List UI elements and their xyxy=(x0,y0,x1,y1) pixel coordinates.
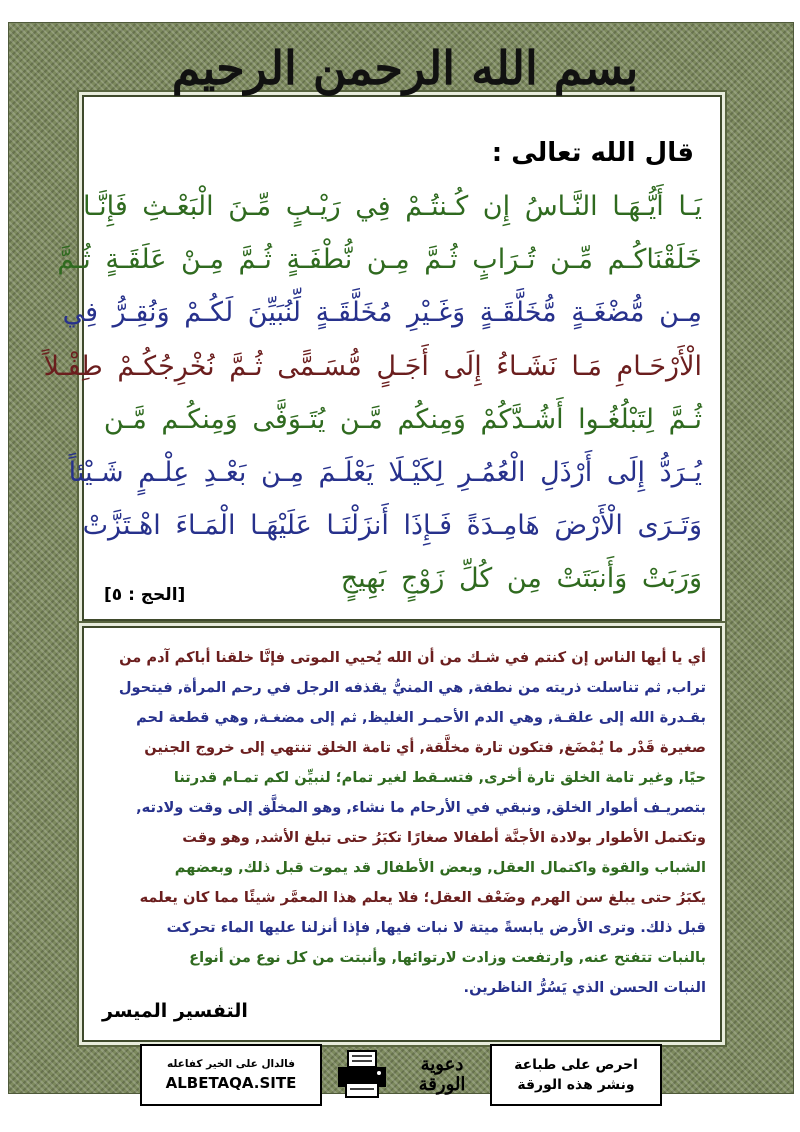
logo xyxy=(402,1044,482,1106)
tafsir-line xyxy=(96,913,706,943)
footer-slogan: فالدال على الخير كفاعله xyxy=(167,1058,295,1070)
footer-print-line2: ونشر هذه الورقة xyxy=(517,1077,635,1093)
verse-segment: ثُـمَّ لِتَبْلُغُـوا أَشُـدَّكُمْ وَمِنكُم مَّـن يُتَـوَفَّى وَمِنكُـم مَّـن xyxy=(103,403,702,435)
tafsir-line xyxy=(96,763,706,793)
printer-icon xyxy=(330,1044,394,1106)
basmala-calligraphy: بسم الله الرحمن الرحيم xyxy=(171,40,639,95)
verse-line xyxy=(82,499,702,552)
verse-segment: وَتَـرَى الْأَرْضَ هَامِـدَةً فَـإِذَا أَنزَلْنَـا عَلَيْهَـا الْمَـاءَ اهْـتَزَّتْ xyxy=(82,510,702,542)
tafsir-line xyxy=(96,643,706,673)
tafsir-line xyxy=(96,943,706,973)
tafsir-line xyxy=(96,853,706,883)
verse-line xyxy=(68,446,702,499)
verse-segment: الْأَرْحَـامِ مَـا نَشَـاءُ إِلَى أَجَـلٍ مُّسَـمًّى ثُـمَّ نُخْرِجُكُـمْ طِفْـلاً xyxy=(43,350,702,382)
tafsir-line xyxy=(96,823,706,853)
footer-print-line1: احرص على طباعة xyxy=(514,1057,638,1073)
tafsir-line xyxy=(96,973,706,1003)
tafsir-segment: قبل ذلك. وترى الأرض يابسةً ميتة لا نبات فيها, فإذا أنزلنا عليها الماء تحركت xyxy=(166,919,706,936)
tafsir-segment: بالنبات تتفتح عنه, وارتفعت وزادت لارتوائها, وأنبتت من كل نوع من أنواع xyxy=(189,949,706,966)
verse-segment: خَلَقْنَاكُـم مِّـن تُـرَابٍ ثُـمَّ مِـن نُّطْفَـةٍ ثُـمَّ مِـنْ عَلَقَـةٍ ثُـمَّ xyxy=(57,244,702,276)
verse-reference: [الحج : ٥] xyxy=(104,585,186,605)
verse-line xyxy=(62,286,702,339)
verse-segment: مِـن مُّضْغَـةٍ مُّخَلَّقَـةٍ وَغَـيْرِ مُخَلَّقَـةٍ لِّنُبَيِّنَ لَكُـمْ وَنُقِـرُّ فِي xyxy=(62,297,702,329)
verse-segment: وَرَبَتْ وَأَنبَتَتْ مِن كُلِّ زَوْجٍ بَهِيجٍ xyxy=(340,563,702,595)
tafsir-segment: يكبَرُ حتى يبلغ سن الهرم وضَعْف العقل؛ فلا يعلم هذا المعمَّر شيئًا مما كان يعلمه xyxy=(139,889,706,906)
tafsir-segment: تراب, ثم تناسلت ذريته من نطفة, هي المنيُّ يقذفه الرجل في رحم المرأة, فيتحول xyxy=(118,679,706,696)
tafsir-segment: الشباب والقوة واكتمال العقل, وبعض الأطفال قد يموت قبل ذلك, وبعضهم xyxy=(174,859,706,876)
verse-line xyxy=(57,233,702,286)
verse-line xyxy=(43,340,702,393)
verse-line xyxy=(82,180,702,233)
tafsir-source: التفسير الميسر xyxy=(102,1000,248,1022)
verse-segment: يَـا أَيُّـهَـا النَّـاسُ إِن كُـنتُـمْ فِي رَيْـبٍ مِّـنَ الْبَعْـثِ فَإِنَّـا xyxy=(82,191,702,222)
tafsir-text xyxy=(96,643,706,1003)
logo-line1: دعوية xyxy=(420,1054,464,1075)
footer-bar xyxy=(140,1044,662,1106)
verse-segment: يُـرَدُّ إِلَى أَرْذَلِ الْعُمُـرِ لِكَيْـلَا يَعْلَـمَ مِـن بَعْـدِ عِلْـمٍ شَـيْئاً xyxy=(68,457,702,489)
tafsir-segment: بتصريـف أطوار الخلق, ونبقي في الأرحام ما نشاء, وهو المخلَّق إلى وقت ولادته, xyxy=(136,799,706,816)
quran-verse xyxy=(43,180,702,606)
tafsir-line xyxy=(96,883,706,913)
verse-heading: قال الله تعالى : xyxy=(491,138,694,168)
tafsir-segment: النبات الحسن الذي يَسُرُّ الناظرين. xyxy=(463,979,706,996)
tafsir-segment: حيًا, وغير تامة الخلق تارة أخرى, فتسـقط لغير تمام؛ لنبيِّن لكم تمـام قدرتنا xyxy=(173,769,706,786)
footer-website-box[interactable] xyxy=(140,1044,322,1106)
tafsir-line xyxy=(96,673,706,703)
tafsir-segment: بقـدرة الله إلى علقـة, وهي الدم الأحمـر الغليظ, ثم إلى مضغـة, وهي قطعة لحم xyxy=(136,709,706,726)
tafsir-segment: أي يا أيها الناس إن كنتم في شـك من أن الله يُحيي الموتى فإنَّا خلقنا أباكم آدم من xyxy=(119,649,706,666)
tafsir-line xyxy=(96,793,706,823)
logo-line2: الورقة xyxy=(418,1074,466,1095)
tafsir-segment: صغيرة قَدْر ما يُمْضَغ, فتكون تارة مخلَّقة, أي تامة الخلق تنتهي إلى خروج الجنين xyxy=(144,739,706,756)
footer-print-box xyxy=(490,1044,662,1106)
tafsir-segment: وتكتمل الأطوار بولادة الأجنَّة أطفالا صغارًا تكبَرُ حتى تبلغ الأشد, وهو وقت xyxy=(182,829,706,846)
tafsir-line xyxy=(96,733,706,763)
tafsir-line xyxy=(96,703,706,733)
footer-website[interactable]: ALBETAQA.SITE xyxy=(165,1074,297,1092)
verse-line xyxy=(98,393,702,446)
verse-line xyxy=(98,552,702,605)
